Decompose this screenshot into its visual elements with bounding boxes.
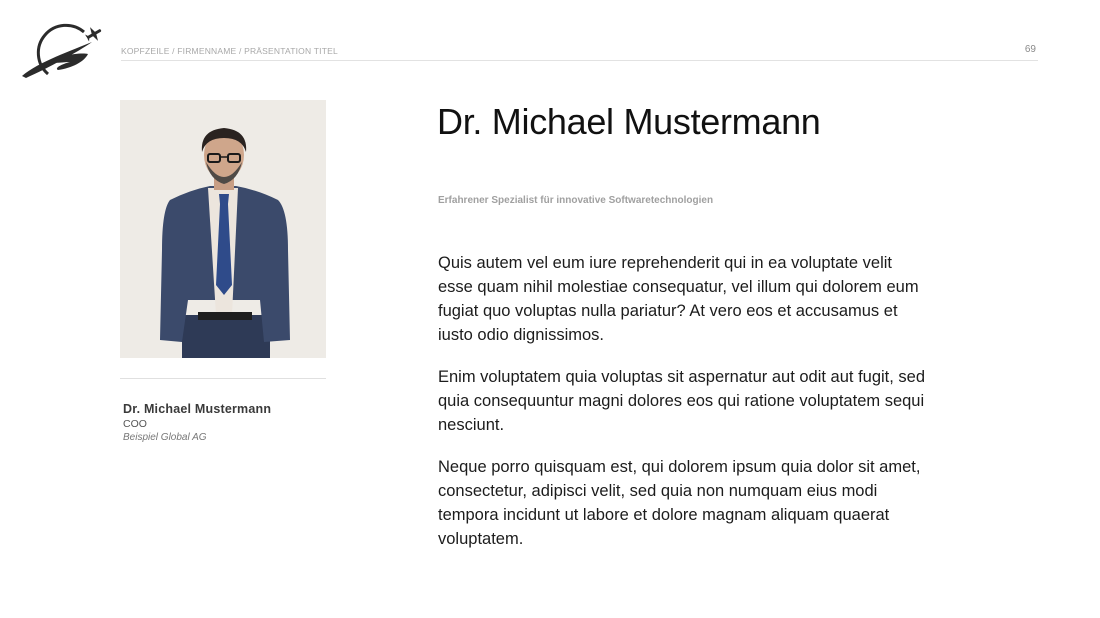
paragraph: Quis autem vel eum iure reprehenderit qui in ea voluptate velit esse quam nihil molestiae consequatur, vel illum qui dolorem eum fugiat quo voluptas nulla pariatur? At vero eos et accusamus et iusto odio dignissimos. — [438, 254, 919, 344]
caption-role: COO — [123, 418, 147, 430]
page-subtitle: Erfahrener Spezialist für innovative Softwaretechnologien — [438, 195, 714, 206]
breadcrumb: KOPFZEILE / FIRMENNAME / PRÄSENTATION TITEL — [121, 46, 338, 56]
header-divider — [121, 60, 1038, 61]
body-text — [438, 251, 928, 569]
profile-caption — [123, 402, 271, 443]
caption-name: Dr. Michael Mustermann — [123, 402, 272, 416]
caption-divider — [120, 378, 326, 379]
caption-company: Beispiel Global AG — [123, 432, 207, 443]
paragraph: Neque porro quisquam est, qui dolorem ipsum quia dolor sit amet, consectetur, adipisci velit, sed quia non numquam eius modi tempora incidunt ut labore et dolore magnam aliquam quaerat voluptatem. — [438, 458, 921, 548]
paragraph: Enim voluptatem quia voluptas sit aspernatur aut odit aut fugit, sed quia consequuntur magni dolores eos qui ratione voluptatem sequi nesciunt. — [438, 368, 926, 434]
page-title: Dr. Michael Mustermann — [437, 101, 821, 142]
globe-airplane-logo-icon — [18, 22, 106, 82]
profile-photo — [120, 100, 326, 358]
page-number: 69 — [1024, 44, 1036, 55]
